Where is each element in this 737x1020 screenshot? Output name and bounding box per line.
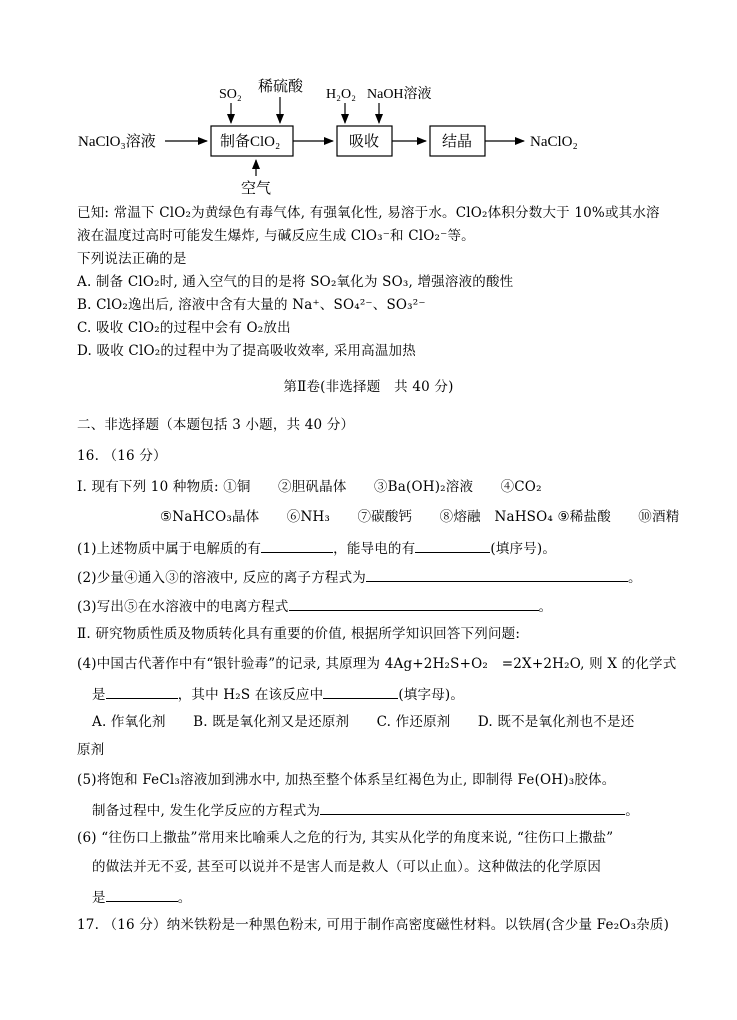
q16-sub5-line2 bbox=[92, 800, 639, 820]
q16-sub3 bbox=[77, 596, 552, 616]
answer-blank-h2s-role[interactable] bbox=[323, 684, 398, 699]
answer-blank-conductors[interactable] bbox=[415, 538, 490, 553]
q16-part2-intro: Ⅱ. 研究物质性质及物质转化具有重要的价值, 根据所学知识回答下列问题: bbox=[77, 626, 521, 642]
q15-option-a: A. 制备 ClO₂时, 通入空气的目的是将 SO₂氧化为 SO₃, 增强溶液的酸性 bbox=[77, 274, 514, 290]
flow-input-air: 空气 bbox=[241, 181, 272, 197]
q16-sub2-end: 。 bbox=[628, 570, 642, 586]
q16-sub4-b2: ，其中 H₂S 在该反应中 bbox=[177, 687, 324, 703]
q15-option-b: B. ClO₂逸出后, 溶液中含有大量的 Na⁺、SO₄²⁻、SO₃²⁻ bbox=[77, 297, 426, 313]
answer-blank-electrolytes[interactable] bbox=[261, 538, 333, 553]
q16-part1-line1: Ⅰ. 现有下列 10 种物质: ①铜 ②胆矾晶体 ③Ba(OH)₂溶液 ④CO₂ bbox=[77, 479, 542, 495]
q16-sub6-line3 bbox=[92, 887, 191, 907]
flow-input-h2o2: H₂O₂ bbox=[326, 87, 356, 102]
flow-input-naoh: NaOH溶液 bbox=[367, 87, 432, 102]
q16-sub5-end: 。 bbox=[625, 803, 639, 819]
q15-option-c: C. 吸收 ClO₂的过程中会有 O₂放出 bbox=[77, 320, 291, 336]
q16-sub6-c1: 是 bbox=[92, 890, 106, 906]
q15-stem: 下列说法正确的是 bbox=[77, 251, 187, 267]
q16-sub4-b3: (填字母)。 bbox=[398, 687, 465, 703]
answer-blank-x-formula[interactable] bbox=[106, 684, 178, 699]
process-flowchart bbox=[0, 0, 737, 200]
q16-sub2 bbox=[77, 567, 642, 587]
q16-sub3-text: (3)写出⑤在水溶液中的电离方程式 bbox=[77, 599, 289, 615]
q16-sub5: (5)将饱和 FeCl₃溶液加到沸水中, 加热至整个体系呈红褐色为止, 即制得 Fe(OH)₃胶体。 bbox=[77, 772, 616, 788]
q16-sub2-text: (2)少量④通入③的溶液中, 反应的离子方程式为 bbox=[77, 570, 367, 586]
flow-box-absorb-label: 吸收 bbox=[349, 134, 380, 150]
answer-blank-colloid-equation[interactable] bbox=[320, 800, 625, 815]
q16-sub5-text: 制备过程中, 发生化学反应的方程式为 bbox=[92, 803, 321, 819]
q16-sub4-options: A. 作氧化剂 B. 既是氧化剂又是还原剂 C. 作还原剂 D. 既不是氧化剂也不是还 bbox=[92, 714, 635, 730]
q16-sub6-c2: 。 bbox=[177, 890, 192, 906]
flow-box-crystal-label: 结晶 bbox=[442, 134, 473, 150]
q16-number: 16. （16 分） bbox=[77, 448, 167, 464]
q16-sub1-text-a: (1)上述物质中属于电解质的有 bbox=[77, 541, 262, 557]
q16-part1-line2: ⑤NaHCO₃晶体 ⑥NH₃ ⑦碳酸钙 ⑧熔融 NaHSO₄ ⑨稀盐酸 ⑩酒精 bbox=[160, 509, 680, 525]
answer-blank-chemical-reason[interactable] bbox=[106, 887, 178, 902]
q16-sub1 bbox=[77, 538, 556, 558]
flow-box-prepare-label: 制备ClO₂ bbox=[220, 134, 281, 150]
q16-sub6-line2: 的做法并无不妥, 甚至可以说并不是害人而是救人（可以止血）。这种做法的化学原因 bbox=[92, 859, 602, 875]
q16-sub4: (4)中国古代著作中有“银针验毒”的记录, 其原理为 4Ag+2H₂S+O₂ =2X+2H₂O, 则 X 的化学式 bbox=[77, 656, 677, 672]
q15-known-line1: 已知: 常温下 ClO₂为黄绿色有毒气体, 有强氧化性, 易溶于水。ClO₂体积分数大于 10%或其水溶 bbox=[77, 205, 660, 221]
flow-input-so2: SO₂ bbox=[219, 87, 242, 102]
answer-blank-ionization-equation[interactable] bbox=[289, 596, 539, 611]
answer-blank-ionic-equation[interactable] bbox=[366, 567, 628, 582]
q16-sub3-end: 。 bbox=[538, 599, 553, 615]
flow-end-label: NaClO₂ bbox=[530, 134, 578, 150]
q16-sub4-options-cont: 原剂 bbox=[77, 742, 105, 758]
flow-input-acid: 稀硫酸 bbox=[258, 79, 304, 95]
q16-sub4-blanks bbox=[92, 684, 464, 704]
section2-title: 第Ⅱ卷(非选择题 共 40 分) bbox=[283, 379, 454, 395]
q15-option-d: D. 吸收 ClO₂的过程中为了提高吸收效率, 采用高温加热 bbox=[77, 343, 416, 359]
section2-heading: 二、非选择题（本题包括 3 小题，共 40 分） bbox=[77, 417, 355, 433]
q16-sub6: (6) “往伤口上撒盐”常用来比喻乘人之危的行为, 其实从化学的角度来说, “往伤口上撒盐” bbox=[77, 830, 614, 846]
q17-intro: 17. （16 分）纳米铁粉是一种黑色粉末, 可用于制作高密度磁性材料。以铁屑(含少量 Fe₂O₃杂质) bbox=[77, 917, 670, 933]
q16-sub1-text-b: ，能导电的有 bbox=[333, 541, 416, 557]
q16-sub4-b1: 是 bbox=[92, 687, 106, 703]
flow-start-label: NaClO₃溶液 bbox=[78, 134, 156, 150]
q16-sub1-text-c: (填序号)。 bbox=[490, 541, 557, 557]
q15-known-line2: 液在温度过高时可能发生爆炸, 与碱反应生成 ClO₃⁻和 ClO₂⁻等。 bbox=[77, 228, 475, 244]
